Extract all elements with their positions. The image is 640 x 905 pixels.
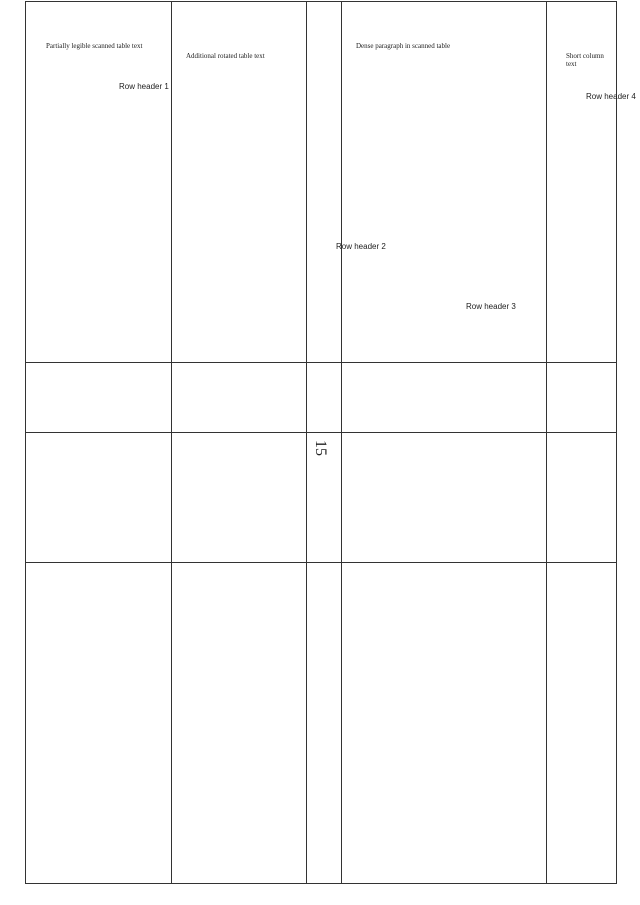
table-row-divider — [26, 562, 616, 563]
table-cell-text: Partially legible scanned table text — [46, 42, 143, 50]
page-number: 15 — [312, 440, 329, 456]
table-cell-text: Short column text — [566, 52, 604, 68]
table-column-divider — [341, 2, 342, 883]
table-column-divider — [306, 2, 307, 883]
table-header-label: Row header 2 — [336, 242, 386, 251]
table-row-divider — [26, 362, 616, 363]
table-column-divider — [546, 2, 547, 883]
table-cell-text: Dense paragraph in scanned table — [356, 42, 451, 50]
table-header-label: Row header 3 — [466, 302, 516, 311]
document-table — [25, 1, 636, 884]
table-row-divider — [26, 432, 616, 433]
table-header-label: Row header 1 — [119, 82, 169, 91]
table-column-divider — [171, 2, 172, 883]
table-header-label: Row header 4 — [586, 92, 636, 101]
table-cell-text: Additional rotated table text — [186, 52, 265, 60]
